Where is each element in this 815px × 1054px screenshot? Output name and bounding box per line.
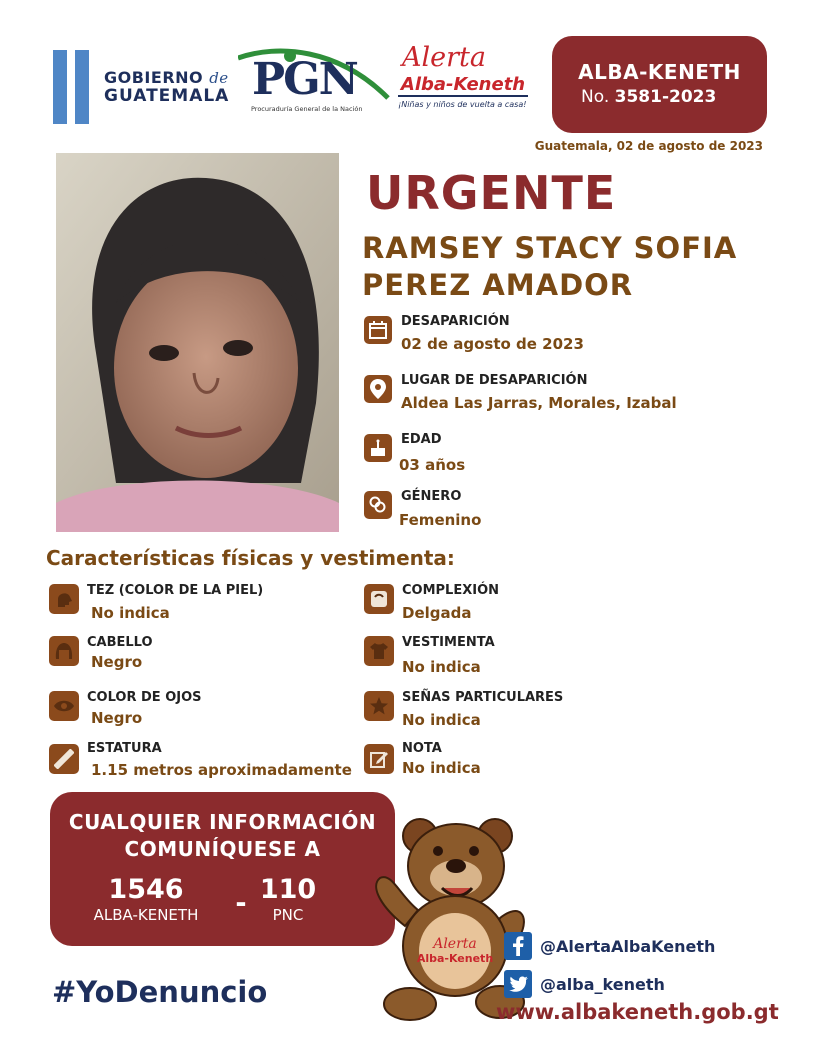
age-value: 03 años	[399, 456, 466, 474]
contact-line2: COMUNÍQUESE A	[124, 837, 321, 861]
calendar-icon	[364, 316, 392, 344]
shirt-icon	[364, 636, 394, 666]
note-icon	[364, 744, 394, 774]
pgn-subtitle: Procuraduría General de la Nación	[251, 105, 363, 113]
characteristics-heading: Características físicas y vestimenta:	[46, 546, 455, 570]
child-name-line1: RAMSEY STACY SOFIA	[362, 231, 738, 265]
alerta-logo-tagline: ¡Niñas y niños de vuelta a casa!	[398, 100, 527, 109]
phone-alba-keneth-label: ALBA-KENETH	[93, 906, 199, 924]
height-value: 1.15 metros aproximadamente	[91, 761, 352, 779]
eye-icon	[49, 691, 79, 721]
issue-date: Guatemala, 02 de agosto de 2023	[534, 139, 763, 153]
build-value: Delgada	[402, 604, 472, 622]
contact-line1: CUALQUIER INFORMACIÓN	[68, 810, 377, 834]
bear-belly-name: Alba-Keneth	[416, 952, 494, 965]
build-label: COMPLEXIÓN	[402, 583, 500, 598]
phone-pnc: 110	[259, 874, 317, 905]
facebook-icon[interactable]	[504, 932, 532, 960]
child-name-line2: PEREZ AMADOR	[362, 268, 634, 302]
case-number: No. 3581-2023	[581, 87, 717, 107]
alerta-logo-name: Alba-Keneth	[398, 74, 528, 97]
eye-color-label: COLOR DE OJOS	[87, 690, 202, 705]
eye-color-value: Negro	[91, 709, 143, 727]
clothing-value: No indica	[402, 658, 481, 676]
phone-alba-keneth: 1546	[108, 874, 184, 905]
pgn-logo: PGN	[252, 54, 357, 105]
gender-value: Femenino	[399, 511, 482, 529]
twitter-handle[interactable]: @alba_keneth	[540, 975, 665, 994]
urgent-heading: URGENTE	[366, 166, 617, 220]
missing-child-photo	[56, 153, 339, 532]
case-title: ALBA-KENETH	[578, 60, 741, 84]
facebook-handle[interactable]: @AlertaAlbaKeneth	[540, 937, 716, 956]
star-icon	[364, 691, 394, 721]
cake-icon	[364, 434, 392, 462]
note-label: NOTA	[402, 741, 442, 756]
location-label: LUGAR DE DESAPARICIÓN	[401, 373, 588, 388]
height-label: ESTATURA	[87, 741, 162, 756]
scale-icon	[364, 584, 394, 614]
phone-separator: -	[235, 888, 247, 919]
skin-tone-label: TEZ (COLOR DE LA PIEL)	[87, 583, 264, 598]
twitter-icon[interactable]	[504, 970, 532, 998]
disappearance-label: DESAPARICIÓN	[401, 314, 510, 329]
gobierno-logo-bars	[53, 50, 95, 124]
phone-pnc-label: PNC	[272, 906, 304, 924]
gobierno-logo-line2: GUATEMALA	[104, 86, 230, 106]
hair-icon	[49, 636, 79, 666]
distinguishing-marks-label: SEÑAS PARTICULARES	[402, 690, 564, 705]
gobierno-logo-line1: GOBIERNO de	[104, 68, 229, 87]
note-value: No indica	[402, 759, 481, 777]
location-pin-icon	[364, 375, 392, 403]
hair-value: Negro	[91, 653, 143, 671]
ruler-icon	[49, 744, 79, 774]
skin-tone-value: No indica	[91, 604, 170, 622]
bear-belly-word: Alerta	[433, 936, 477, 952]
website-link[interactable]: www.albakeneth.gob.gt	[496, 1000, 779, 1024]
clothing-label: VESTIMENTA	[402, 635, 495, 650]
distinguishing-marks-value: No indica	[402, 711, 481, 729]
age-label: EDAD	[401, 432, 442, 447]
case-number-box	[552, 36, 767, 133]
disappearance-location: Aldea Las Jarras, Morales, Izabal	[401, 394, 677, 412]
contact-box	[50, 792, 395, 946]
gender-icon	[364, 491, 392, 519]
hashtag: #YoDenuncio	[52, 975, 268, 1009]
gender-label: GÉNERO	[401, 489, 462, 504]
hair-label: CABELLO	[87, 635, 153, 650]
disappearance-date: 02 de agosto de 2023	[401, 335, 584, 353]
face-icon	[49, 584, 79, 614]
alerta-logo-word: Alerta	[402, 42, 486, 73]
